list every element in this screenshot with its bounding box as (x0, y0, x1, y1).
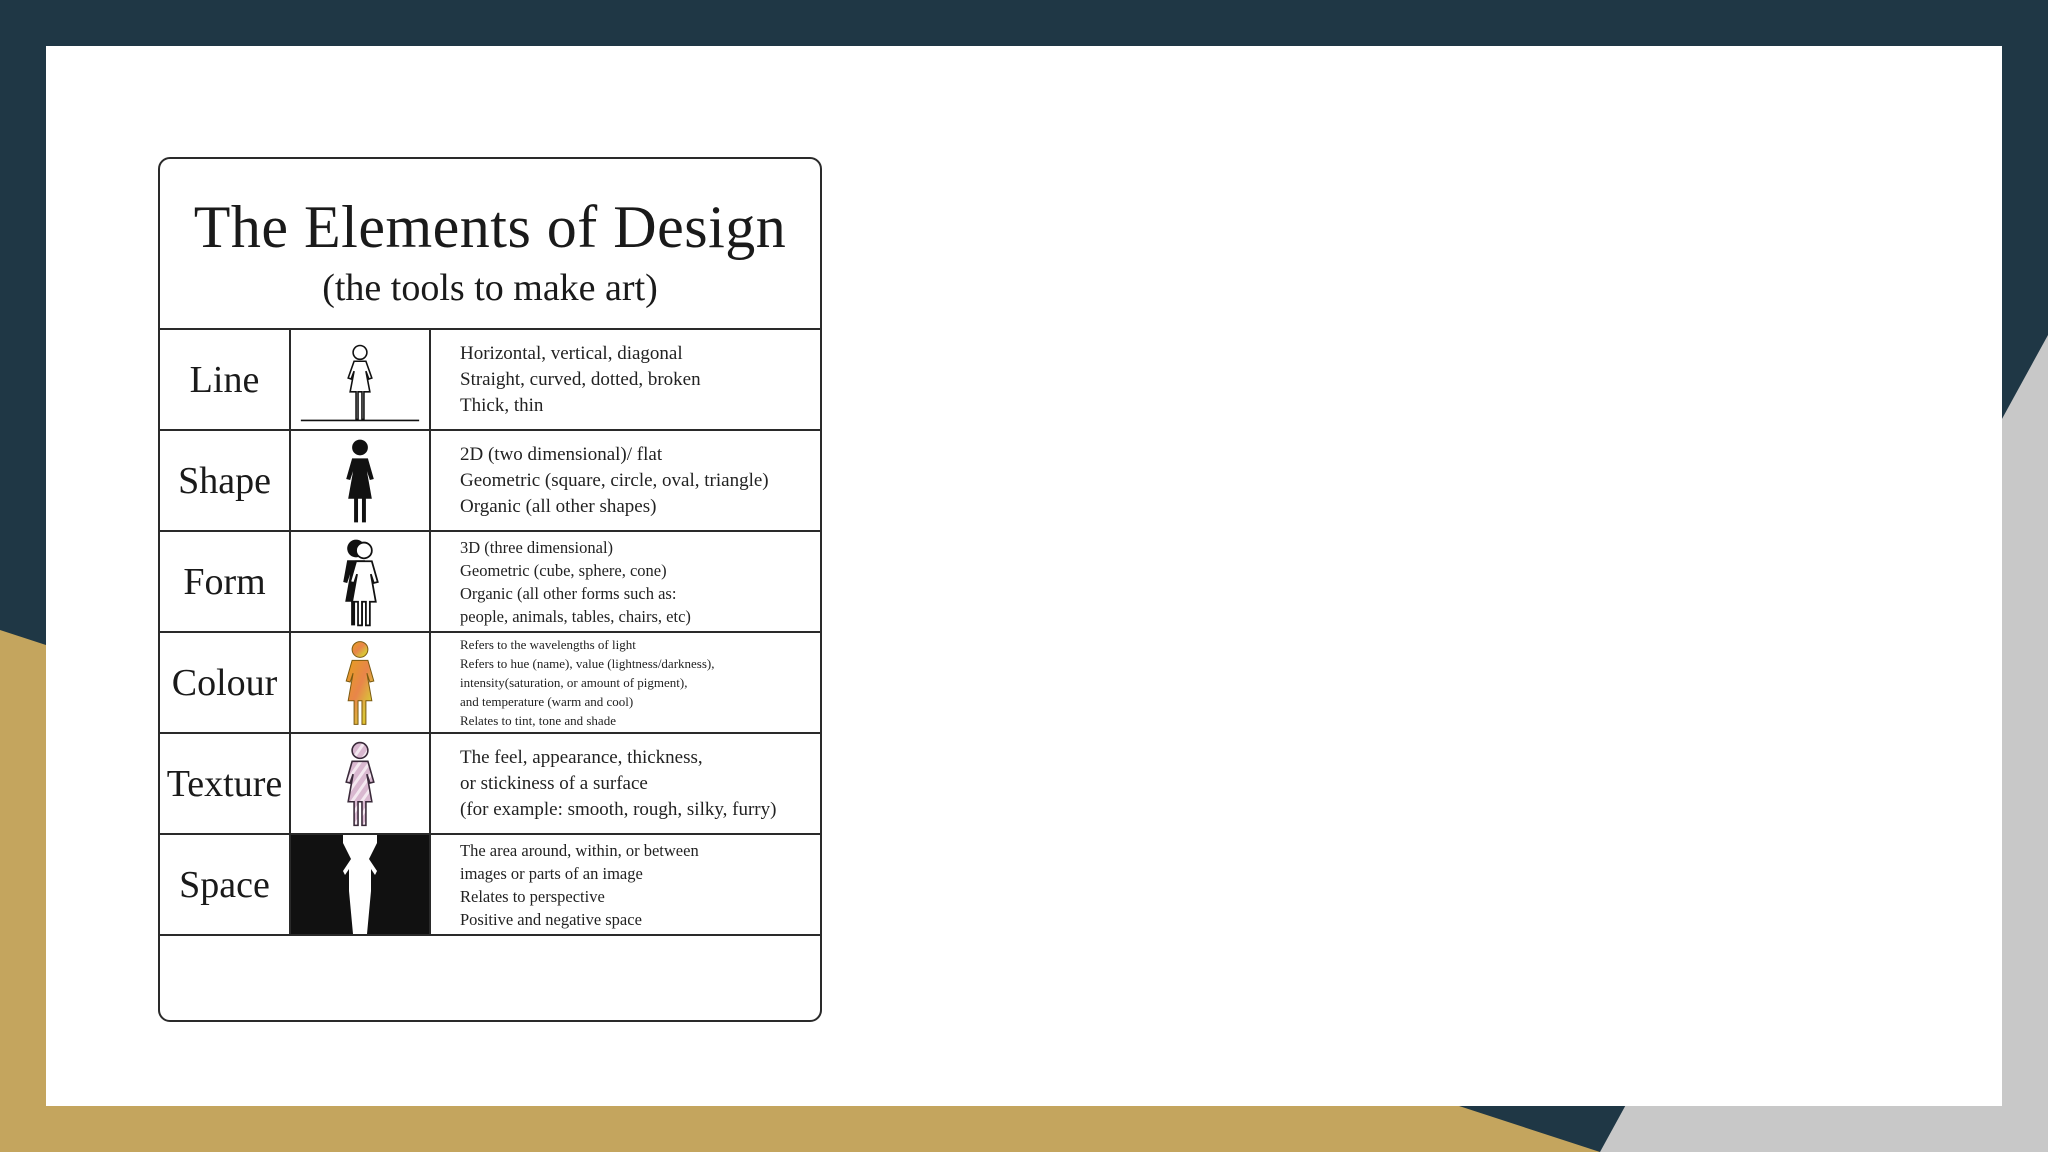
element-description (431, 633, 820, 732)
description-line: Refers to hue (name), value (lightness/darkness), (460, 656, 715, 671)
description-line: Positive and negative space (460, 909, 642, 929)
description-line: Thick, thin (460, 394, 544, 416)
slide (46, 46, 2002, 1106)
colour-figure-icon (291, 633, 431, 732)
element-name: Shape (160, 431, 291, 530)
description-line: The feel, appearance, thickness, (460, 746, 703, 768)
row-form (160, 532, 820, 633)
element-name: Line (160, 330, 291, 429)
shape-figure-icon (291, 431, 431, 530)
description-line: 2D (two dimensional)/ flat (460, 443, 663, 465)
card-subtitle: (the tools to make art) (322, 267, 658, 309)
description-line: Organic (all other shapes) (460, 495, 657, 517)
description-line: Horizontal, vertical, diagonal (460, 342, 683, 364)
description-line: and temperature (warm and cool) (460, 694, 634, 709)
texture-figure-icon (291, 734, 431, 833)
row-shape (160, 431, 820, 532)
description-line: Straight, curved, dotted, broken (460, 368, 701, 390)
description-line: Geometric (square, circle, oval, triangle) (460, 469, 769, 491)
description-line: (for example: smooth, rough, silky, furry) (460, 798, 777, 820)
description-line: Refers to the wavelengths of light (460, 637, 636, 652)
row-texture (160, 734, 820, 835)
description-line: Relates to tint, tone and shade (460, 713, 616, 728)
element-name: Colour (160, 633, 291, 732)
element-description (431, 734, 820, 833)
form-figure-icon (291, 532, 431, 631)
description-line: The area around, within, or between (460, 840, 699, 860)
description-line: 3D (three dimensional) (460, 537, 614, 557)
element-description (431, 431, 820, 530)
description-line: intensity(saturation, or amount of pigment), (460, 675, 688, 690)
description-line: images or parts of an image (460, 863, 643, 883)
description-line: Organic (all other forms such as: (460, 583, 677, 603)
description-line: Relates to perspective (460, 886, 605, 906)
line-figure-icon (291, 330, 431, 429)
row-space (160, 835, 820, 936)
element-description (431, 330, 820, 429)
description-line: or stickiness of a surface (460, 772, 648, 794)
element-name: Form (160, 532, 291, 631)
card-title: The Elements of Design (193, 194, 787, 260)
elements-of-design-card (158, 157, 822, 1022)
element-name: Space (160, 835, 291, 934)
description-line: people, animals, tables, chairs, etc) (460, 606, 691, 626)
element-description (431, 835, 820, 934)
card-header (160, 159, 820, 330)
element-description (431, 532, 820, 631)
row-colour (160, 633, 820, 734)
element-name: Texture (160, 734, 291, 833)
description-line: Geometric (cube, sphere, cone) (460, 560, 667, 580)
space-figure-icon (291, 835, 431, 934)
row-line (160, 330, 820, 431)
